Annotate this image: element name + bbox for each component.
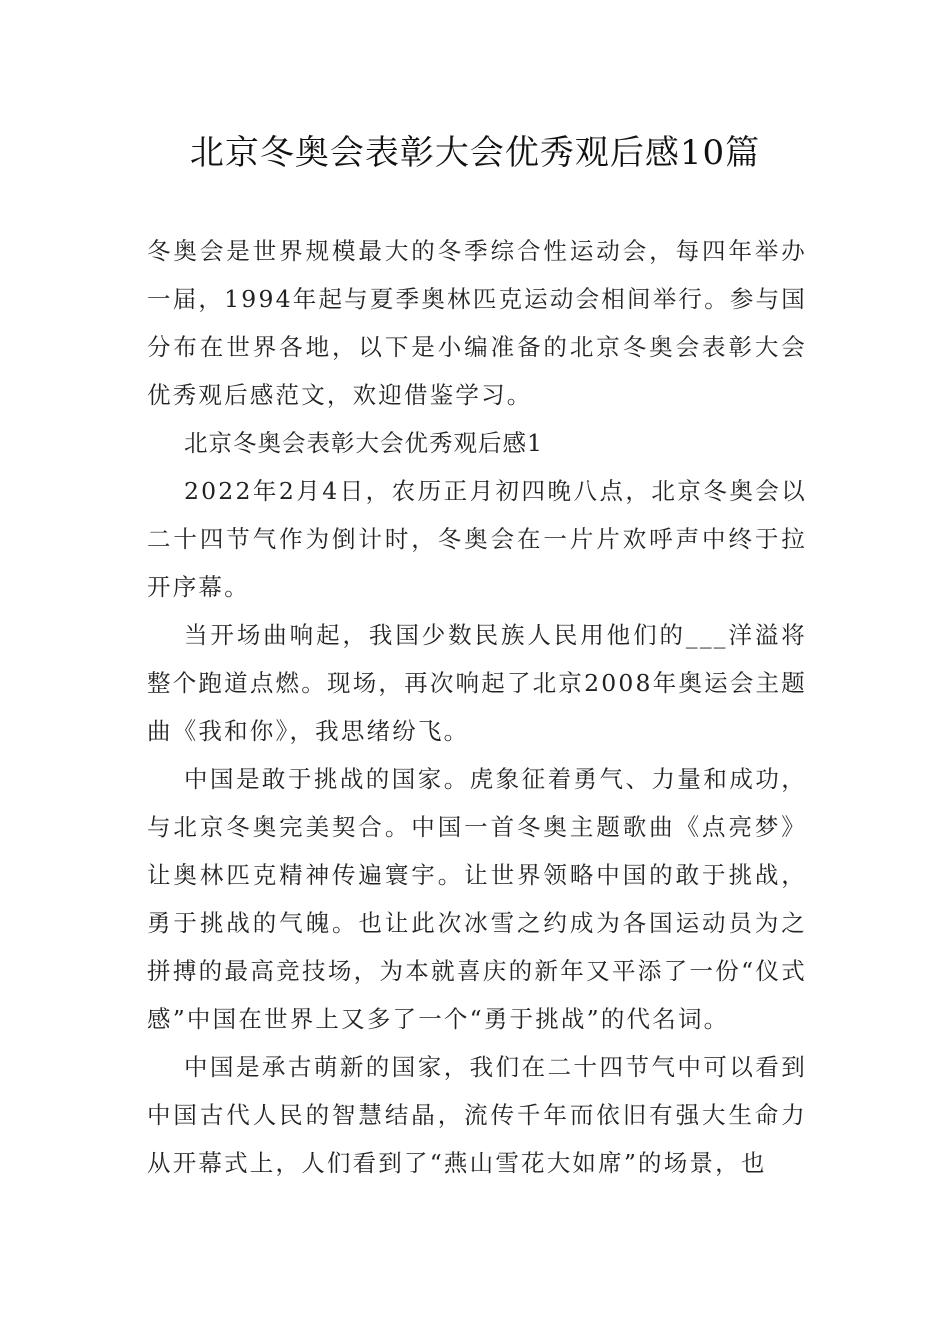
intro-paragraph: 冬奥会是世界规模最大的冬季综合性运动会，每四年举办一届，1994年起与夏季奥林匹克运动会相间举行。参与国分布在世界各地，以下是小编准备的北京冬奥会表彰大会优秀观后感范文，欢迎借鉴学习。: [147, 237, 807, 409]
document-body: [147, 227, 807, 1187]
body-paragraph-3: 中国是敢于挑战的国家。虎象征着勇气、力量和成功，与北京冬奥完美契合。中国一首冬奥主题歌曲《点亮梦》让奥林匹克精神传遍寰宇。让世界领略中国的敢于挑战，勇于挑战的气魄。也让此次冰雪之约成为各国运动员为之拼搏的最高竞技场，为本就喜庆的新年又平添了一份“仪式感”中国在世界上又多了一个“勇于挑战”的代名词。: [147, 765, 807, 1033]
document-title: 北京冬奥会表彰大会优秀观后感10篇: [189, 133, 761, 173]
section-heading: 北京冬奥会表彰大会优秀观后感1: [184, 429, 543, 457]
body-paragraph-4: 中国是承古萌新的国家，我们在二十四节气中可以看到中国古代人民的智慧结晶，流传千年而依旧有强大生命力从开幕式上，人们看到了“燕山雪花大如席”的场景，也: [147, 1053, 807, 1177]
body-paragraph-1: 2022年2月4日，农历正月初四晚八点，北京冬奥会以二十四节气作为倒计时，冬奥会在一片片欢呼声中终于拉开序幕。: [147, 477, 807, 601]
body-paragraph-2: 当开场曲响起，我国少数民族人民用他们的___洋溢将整个跑道点燃。现场，再次响起了北京2008年奥运会主题曲《我和你》，我思绪纷飞。: [147, 621, 807, 745]
